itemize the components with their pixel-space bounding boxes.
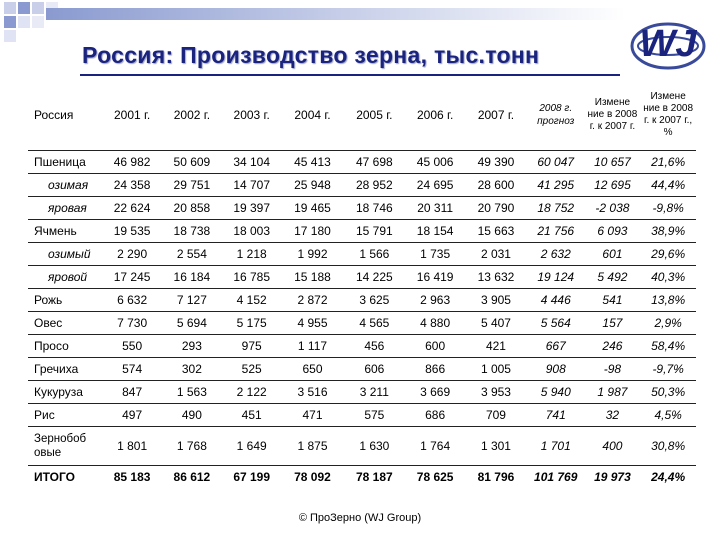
table-cell: 19 124: [527, 266, 585, 289]
table-cell: 18 752: [527, 197, 585, 220]
table-cell: 606: [343, 358, 405, 381]
header-cell: 2004 г.: [294, 108, 331, 122]
table-cell: 456: [343, 335, 405, 358]
grain-production-table: [28, 80, 696, 488]
table-cell: -2 038: [585, 197, 641, 220]
table-cell: 19 535: [102, 220, 162, 243]
row-label: озимый: [28, 243, 102, 266]
table-cell: 15 791: [343, 220, 405, 243]
header-cell: Измене ние в 2008 г. к 2007 г.: [587, 97, 638, 132]
table-row: [28, 358, 696, 381]
table-cell: 575: [343, 404, 405, 427]
table-row: [28, 335, 696, 358]
table-cell: 421: [465, 335, 527, 358]
table-cell: 686: [405, 404, 465, 427]
table-row: [28, 243, 696, 266]
table-cell: 50,3%: [640, 381, 696, 404]
table-cell: 3 516: [282, 381, 344, 404]
table-cell: 246: [585, 335, 641, 358]
table-cell: 3 953: [465, 381, 527, 404]
table-cell: 4 955: [282, 312, 344, 335]
table-cell: 32: [585, 404, 641, 427]
table-cell: 20 311: [405, 197, 465, 220]
table-cell: 1 563: [162, 381, 222, 404]
table-cell: 1 987: [585, 381, 641, 404]
table-cell: 18 003: [222, 220, 282, 243]
copyright-footer: © ПроЗерно (WJ Group): [298, 512, 422, 524]
table-cell: 44,4%: [640, 174, 696, 197]
table-cell: 2 554: [162, 243, 222, 266]
table-cell: 58,4%: [640, 335, 696, 358]
table-row: [28, 404, 696, 427]
table-cell: 866: [405, 358, 465, 381]
row-label: Пшеница: [28, 151, 102, 174]
table-cell: 46 982: [102, 151, 162, 174]
table-cell: 14 225: [343, 266, 405, 289]
header-cell: Измене ние в 2008 г. к 2007 г., %: [643, 91, 694, 138]
table-cell: 85 183: [102, 466, 162, 489]
table-cell: 17 245: [102, 266, 162, 289]
row-label: Ячмень: [28, 220, 102, 243]
table-cell: 490: [162, 404, 222, 427]
table-cell: 81 796: [465, 466, 527, 489]
table-cell: 400: [585, 427, 641, 466]
table-cell: 5 564: [527, 312, 585, 335]
header-cell: 2002 г.: [173, 108, 211, 122]
table-cell: 21,6%: [640, 151, 696, 174]
table-cell: 47 698: [343, 151, 405, 174]
table-cell: 497: [102, 404, 162, 427]
page-title: Россия: Производство зерна, тыс.тонн: [82, 42, 540, 68]
table-cell: 14 707: [222, 174, 282, 197]
table-cell: 19 465: [282, 197, 344, 220]
table-cell: 1 005: [465, 358, 527, 381]
table-cell: 15 663: [465, 220, 527, 243]
table-cell: 3 669: [405, 381, 465, 404]
table-cell: 4 446: [527, 289, 585, 312]
table-cell: 67 199: [222, 466, 282, 489]
header-cell: Россия: [34, 108, 74, 122]
table-cell: 5 940: [527, 381, 585, 404]
table-cell: 21 756: [527, 220, 585, 243]
table-cell: 157: [585, 312, 641, 335]
table-cell: 650: [282, 358, 344, 381]
table-cell: 18 746: [343, 197, 405, 220]
table-cell: 45 413: [282, 151, 344, 174]
header-cell: 2006 г.: [417, 108, 454, 122]
table-cell: 709: [465, 404, 527, 427]
table-cell: 41 295: [527, 174, 585, 197]
table-cell: 50 609: [162, 151, 222, 174]
table-cell: 6 093: [585, 220, 641, 243]
table-cell: 34 104: [222, 151, 282, 174]
table-cell: 2,9%: [640, 312, 696, 335]
table-cell: 2 963: [405, 289, 465, 312]
table-cell: 24 358: [102, 174, 162, 197]
table-cell: 19 397: [222, 197, 282, 220]
table-row: [28, 266, 696, 289]
table-cell: 1 764: [405, 427, 465, 466]
table-cell: 3 905: [465, 289, 527, 312]
table-cell: 20 790: [465, 197, 527, 220]
table-cell: 28 952: [343, 174, 405, 197]
table-cell: -9,7%: [640, 358, 696, 381]
table-cell: 45 006: [405, 151, 465, 174]
table-cell: 600: [405, 335, 465, 358]
table-cell: 24 695: [405, 174, 465, 197]
table-cell: 16 419: [405, 266, 465, 289]
table-cell: 1 649: [222, 427, 282, 466]
title-underline: [80, 74, 620, 76]
wj-logo-icon: [628, 12, 708, 78]
table-row: [28, 197, 696, 220]
table-cell: 60 047: [527, 151, 585, 174]
table-row: [28, 220, 696, 243]
table-cell: 1 735: [405, 243, 465, 266]
row-label: ИТОГО: [28, 466, 102, 489]
table-row: [28, 427, 696, 466]
table-cell: 667: [527, 335, 585, 358]
table-cell: 2 290: [102, 243, 162, 266]
table-cell: 22 624: [102, 197, 162, 220]
table-cell: 16 184: [162, 266, 222, 289]
table-cell: 601: [585, 243, 641, 266]
table-cell: 3 625: [343, 289, 405, 312]
table-cell: 2 122: [222, 381, 282, 404]
table-cell: 741: [527, 404, 585, 427]
header-cell: 2008 г. прогноз: [537, 103, 575, 127]
table-cell: 10 657: [585, 151, 641, 174]
table-cell: 6 632: [102, 289, 162, 312]
table-cell: 17 180: [282, 220, 344, 243]
table-row: [28, 466, 696, 489]
row-label: Овес: [28, 312, 102, 335]
row-label: Зернобоб овые: [28, 427, 102, 466]
table-cell: 1 117: [282, 335, 344, 358]
table-cell: 78 092: [282, 466, 344, 489]
table-row: [28, 381, 696, 404]
table-cell: 2 872: [282, 289, 344, 312]
table-cell: 1 218: [222, 243, 282, 266]
table-cell: 28 600: [465, 174, 527, 197]
table-cell: 18 738: [162, 220, 222, 243]
table-cell: 12 695: [585, 174, 641, 197]
header-cell: 2005 г.: [356, 108, 393, 122]
table-cell: 2 031: [465, 243, 527, 266]
table-cell: 40,3%: [640, 266, 696, 289]
row-label: яровая: [28, 197, 102, 220]
table-cell: 525: [222, 358, 282, 381]
table-cell: 30,8%: [640, 427, 696, 466]
table-cell: 847: [102, 381, 162, 404]
table-cell: 20 858: [162, 197, 222, 220]
table-cell: 550: [102, 335, 162, 358]
table-cell: 25 948: [282, 174, 344, 197]
table-cell: 16 785: [222, 266, 282, 289]
table-cell: 38,9%: [640, 220, 696, 243]
table-cell: 2 632: [527, 243, 585, 266]
logo-text: WJ: [639, 23, 697, 65]
table-cell: 5 175: [222, 312, 282, 335]
table-cell: 49 390: [465, 151, 527, 174]
table-cell: 13 632: [465, 266, 527, 289]
row-label: Кукуруза: [28, 381, 102, 404]
table-row: [28, 151, 696, 174]
table-cell: 1 801: [102, 427, 162, 466]
row-label: Рис: [28, 404, 102, 427]
table-cell: 78 625: [405, 466, 465, 489]
table-cell: 15 188: [282, 266, 344, 289]
table-cell: 29,6%: [640, 243, 696, 266]
table-cell: 78 187: [343, 466, 405, 489]
table-cell: 908: [527, 358, 585, 381]
table-cell: 1 875: [282, 427, 344, 466]
table-row: [28, 312, 696, 335]
row-label: Просо: [28, 335, 102, 358]
row-label: озимая: [28, 174, 102, 197]
table-cell: 451: [222, 404, 282, 427]
table-cell: 1 630: [343, 427, 405, 466]
table-cell: 293: [162, 335, 222, 358]
table-cell: -98: [585, 358, 641, 381]
table-cell: 5 407: [465, 312, 527, 335]
table-cell: 471: [282, 404, 344, 427]
table-cell: 1 992: [282, 243, 344, 266]
table-cell: 1 701: [527, 427, 585, 466]
table-cell: 4 565: [343, 312, 405, 335]
table-cell: 302: [162, 358, 222, 381]
table-cell: 24,4%: [640, 466, 696, 489]
table-header-row: [28, 80, 696, 151]
table-cell: 19 973: [585, 466, 641, 489]
table-cell: 5 694: [162, 312, 222, 335]
header-cell: 2007 г.: [477, 108, 515, 122]
row-label: яровой: [28, 266, 102, 289]
header-band: [46, 8, 626, 20]
table-cell: 101 769: [527, 466, 585, 489]
table-cell: 975: [222, 335, 282, 358]
table-cell: 541: [585, 289, 641, 312]
table-cell: 4 880: [405, 312, 465, 335]
table-cell: 4 152: [222, 289, 282, 312]
table-cell: -9,8%: [640, 197, 696, 220]
table-row: [28, 174, 696, 197]
header-cell: 2001 г.: [113, 108, 151, 122]
table-cell: 7 730: [102, 312, 162, 335]
table-cell: 3 211: [343, 381, 405, 404]
table-cell: 4,5%: [640, 404, 696, 427]
table-cell: 86 612: [162, 466, 222, 489]
table-cell: 574: [102, 358, 162, 381]
table-cell: 1 301: [465, 427, 527, 466]
header-cell: 2003 г.: [233, 108, 270, 122]
table-cell: 18 154: [405, 220, 465, 243]
table-cell: 13,8%: [640, 289, 696, 312]
table-cell: 7 127: [162, 289, 222, 312]
table-row: [28, 289, 696, 312]
row-label: Рожь: [28, 289, 102, 312]
table-cell: 1 768: [162, 427, 222, 466]
row-label: Гречиха: [28, 358, 102, 381]
table-cell: 29 751: [162, 174, 222, 197]
table-cell: 5 492: [585, 266, 641, 289]
table-cell: 1 566: [343, 243, 405, 266]
